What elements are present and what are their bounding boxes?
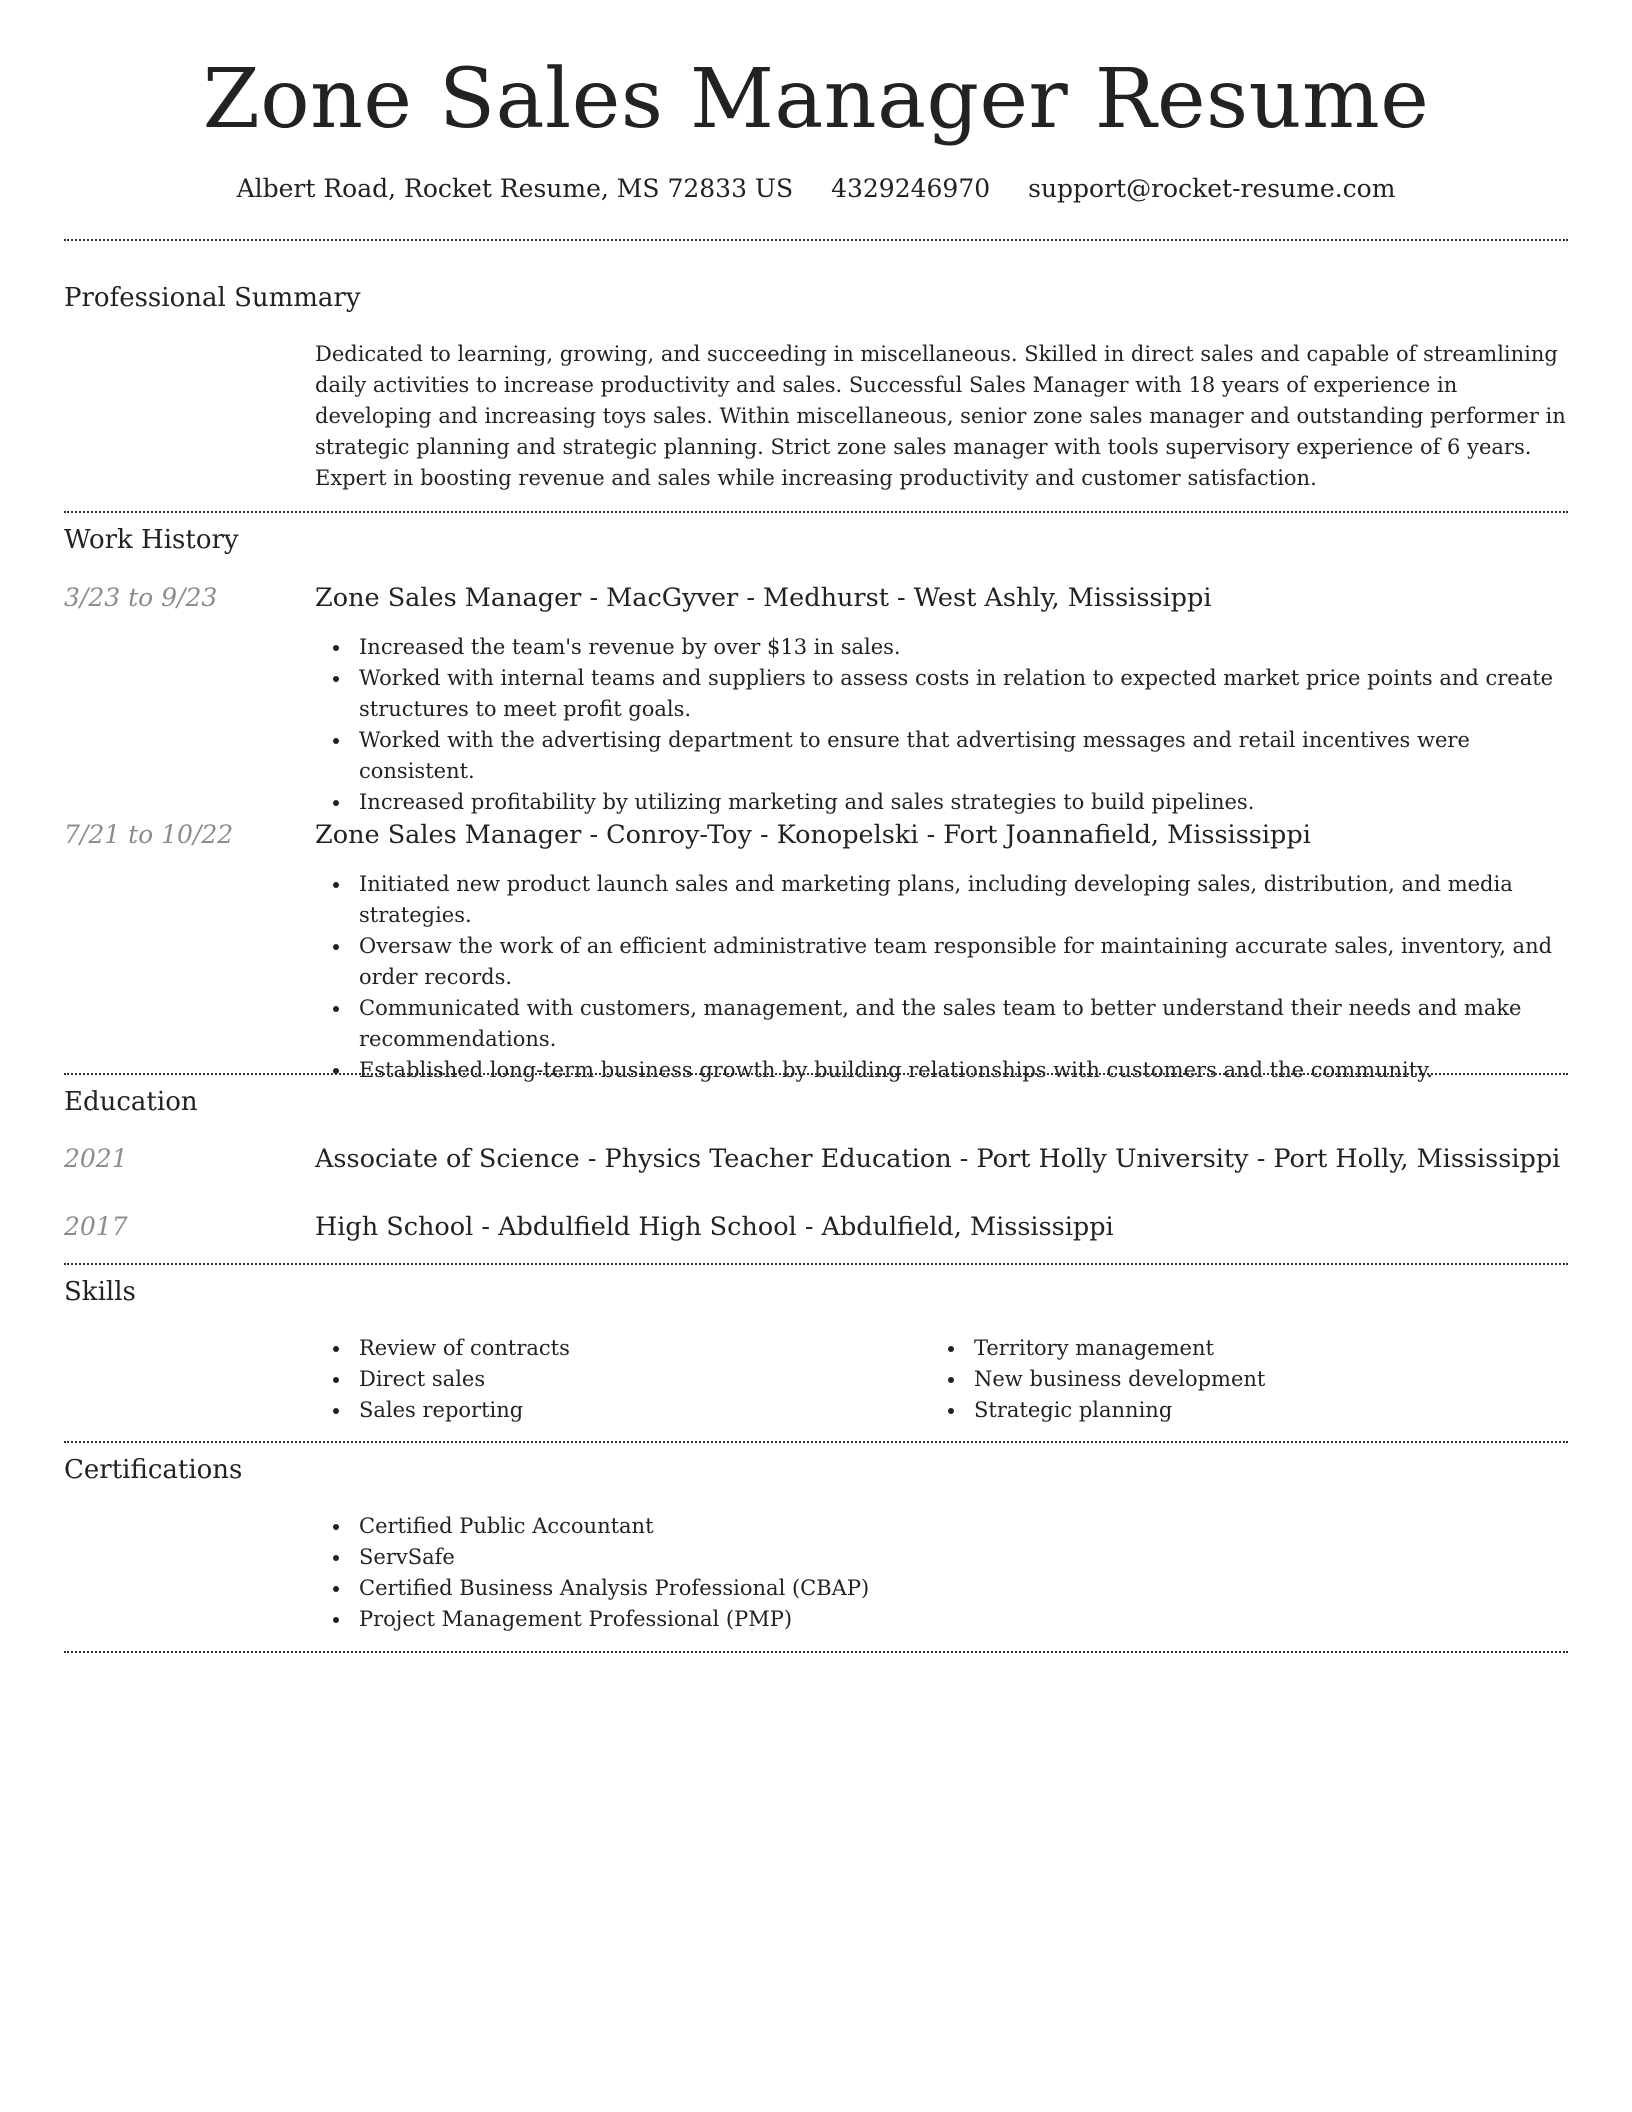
list-item: Direct sales: [315, 1364, 1570, 1395]
resume-title: Zone Sales Manager Resume: [202, 52, 1430, 147]
list-item: Strategic planning: [930, 1395, 1632, 1426]
divider: [64, 1073, 1568, 1075]
section-heading-work: Work History: [64, 525, 239, 555]
list-item: Initiated new product launch sales and marketing plans, including developing sales, distribution, and media strategies.: [315, 869, 1570, 931]
list-item: Oversaw the work of an efficient administrative team responsible for maintaining accurate sales, inventory, and order records.: [315, 931, 1570, 993]
list-item: New business development: [930, 1364, 1632, 1395]
contact-phone: 4329246970: [831, 174, 991, 203]
list-item: Certified Public Accountant: [315, 1511, 1570, 1542]
list-item: Project Management Professional (PMP): [315, 1604, 1570, 1635]
list-item: Worked with the advertising department to ensure that advertising messages and retail incentives were consistent.: [315, 725, 1570, 787]
section-heading-skills: Skills: [64, 1277, 136, 1307]
education-title: High School - Abdulfield High School - Abdulfield, Mississippi: [315, 1212, 1114, 1242]
contact-address: Albert Road, Rocket Resume, MS 72833 US: [236, 174, 794, 203]
list-item: Worked with internal teams and suppliers to assess costs in relation to expected market price points and create structures to meet profit goals.: [315, 663, 1570, 725]
job-bullets: [315, 632, 1570, 818]
job-title: Zone Sales Manager - MacGyver - Medhurst - West Ashly, Mississippi: [315, 583, 1212, 613]
summary-text: Dedicated to learning, growing, and succeeding in miscellaneous. Skilled in direct sales and capable of streamlining daily activities to increase productivity and sales. Successful Sales Manager with 18 years of experience in developing and increasing toys sales. Within miscellaneous, senior zone sales manager and outstanding performer in strategic planning and strategic planning. Strict zone sales manager with tools supervisory experience of 6 years. Expert in boosting revenue and sales while increasing productivity and customer satisfaction.: [315, 342, 1566, 490]
certifications-list: [315, 1511, 1570, 1635]
list-item: Increased profitability by utilizing marketing and sales strategies to build pipelines.: [315, 787, 1570, 818]
contact-email: support@rocket-resume.com: [1028, 174, 1396, 203]
education-year: 2017: [64, 1212, 128, 1241]
education-year: 2021: [64, 1144, 128, 1173]
list-item: Established long-term business growth by building relationships with customers and the community.: [315, 1055, 1570, 1086]
divider: [64, 239, 1568, 241]
list-item: Certified Business Analysis Professional (CBAP): [315, 1573, 1570, 1604]
job-dates: 7/21 to 10/22: [64, 820, 234, 849]
divider: [64, 1651, 1568, 1653]
section-heading-certifications: Certifications: [64, 1455, 243, 1485]
job-dates: 3/23 to 9/23: [64, 583, 218, 612]
divider: [64, 1441, 1568, 1443]
education-title: Associate of Science - Physics Teacher Education - Port Holly University - Port Holly, Mississippi: [315, 1144, 1561, 1174]
list-item: Increased the team's revenue by over $13 in sales.: [315, 632, 1570, 663]
list-item: Communicated with customers, management, and the sales team to better understand their needs and make recommendations.: [315, 993, 1570, 1055]
divider: [64, 1263, 1568, 1265]
list-item: Review of contracts: [315, 1333, 1570, 1364]
skills-list-right: [930, 1333, 1632, 1426]
divider: [64, 511, 1568, 513]
contact-line: [0, 172, 1632, 206]
job-bullets: [315, 869, 1570, 1086]
list-item: Sales reporting: [315, 1395, 1570, 1426]
list-item: Territory management: [930, 1333, 1632, 1364]
section-heading-education: Education: [64, 1087, 198, 1117]
list-item: ServSafe: [315, 1542, 1570, 1573]
section-heading-summary: Professional Summary: [64, 283, 361, 313]
job-title: Zone Sales Manager - Conroy-Toy - Konopelski - Fort Joannafield, Mississippi: [315, 820, 1311, 850]
